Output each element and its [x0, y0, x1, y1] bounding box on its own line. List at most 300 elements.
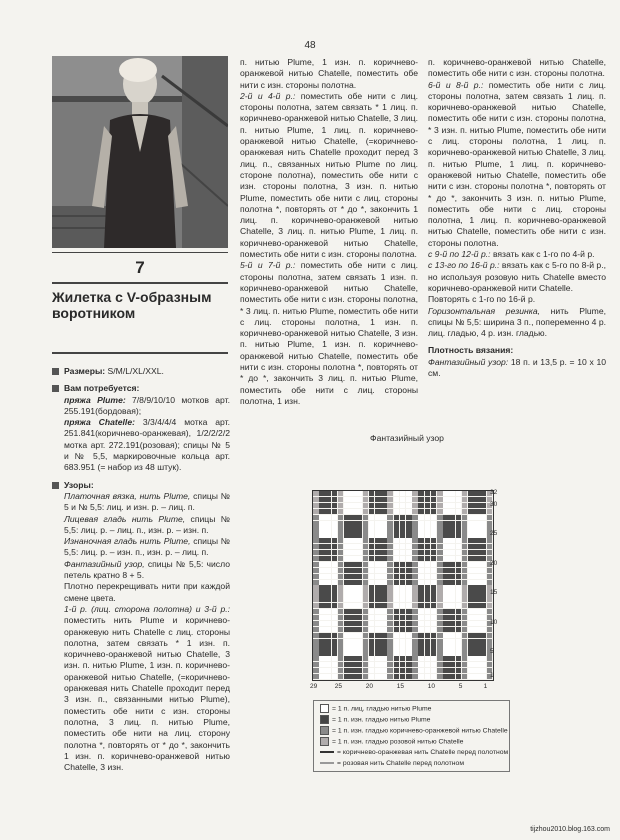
chart-cell — [319, 497, 325, 502]
chart-cell — [425, 603, 431, 608]
chart-cell — [443, 644, 449, 649]
chart-cell — [437, 580, 443, 585]
page-number: 48 — [304, 40, 316, 51]
pattern-reverse-stockinette: Изнаночная гладь нить Plume, спицы № 5,5: лиц. р. – изн. п., изн. р. – лиц. п. — [64, 536, 230, 558]
chart-cell — [381, 568, 387, 573]
chart-cell — [474, 674, 480, 679]
chart-cell — [449, 509, 455, 514]
chart-cell — [394, 591, 400, 596]
chart-cell — [480, 603, 486, 608]
chart-cell — [431, 574, 437, 579]
chart-cell — [468, 585, 474, 590]
chart-cell — [350, 650, 356, 655]
chart-cell — [381, 538, 387, 543]
chart-cell — [381, 580, 387, 585]
chart-cell — [474, 526, 480, 531]
chart-cell — [456, 562, 462, 567]
chart-cell — [449, 538, 455, 543]
chart-cell — [412, 650, 418, 655]
chart-cell — [369, 580, 375, 585]
chart-cell — [356, 627, 362, 632]
divider — [52, 282, 228, 284]
chart-cell — [332, 521, 338, 526]
chart-cell — [319, 644, 325, 649]
chart-cell — [332, 532, 338, 537]
chart-cell — [406, 556, 412, 561]
chart-cell — [468, 627, 474, 632]
chart-cell — [338, 491, 344, 496]
chart-cell — [332, 544, 338, 549]
chart-cell — [431, 674, 437, 679]
chart-cell — [400, 562, 406, 567]
chart-cell — [468, 639, 474, 644]
chart-cell — [412, 497, 418, 502]
chart-cell — [325, 621, 331, 626]
middle-column — [240, 57, 418, 407]
chart-cell — [412, 532, 418, 537]
chart-cell — [480, 644, 486, 649]
chart-cell — [356, 556, 362, 561]
chart-cell — [387, 491, 393, 496]
chart-cell — [319, 585, 325, 590]
chart-cell — [350, 615, 356, 620]
chart-cell — [431, 615, 437, 620]
chart-cell — [332, 515, 338, 520]
chart-cell — [449, 497, 455, 502]
chart-cell — [412, 538, 418, 543]
chart-cell — [356, 509, 362, 514]
chart-cell — [456, 639, 462, 644]
chart-cell — [480, 568, 486, 573]
chart-cell — [375, 609, 381, 614]
chart-cell — [449, 562, 455, 567]
chart-cell — [480, 674, 486, 679]
chart-cell — [418, 650, 424, 655]
chart-cell — [425, 521, 431, 526]
materials-chatelle: пряжа Chatelle: 3/3/4/4/4 мотка арт. 251.841(коричнево-оранжевая), 1/2/2/2/2 мотка арт. 272.191(розовая); спицы № 5 и № 5,5, маркировочные кольца арт. 683.951 (= набор из 48 штук). — [64, 417, 231, 473]
dark-swatch-icon — [320, 715, 329, 724]
chart-cell — [406, 515, 412, 520]
chart-cell — [356, 603, 362, 608]
chart-cell — [474, 550, 480, 555]
chart-cell — [456, 532, 462, 537]
chart-cell — [344, 639, 350, 644]
chart-cell — [363, 521, 369, 526]
chart-cell — [474, 603, 480, 608]
chart-cell — [443, 556, 449, 561]
chart-cell — [381, 526, 387, 531]
chart-cell — [332, 627, 338, 632]
column-label: 20 — [365, 683, 374, 690]
chart-cell — [462, 515, 468, 520]
chart-cell — [425, 627, 431, 632]
chart-cell — [462, 497, 468, 502]
pattern-number: 7 — [135, 258, 145, 277]
chart-cell — [468, 521, 474, 526]
chart-cell — [325, 668, 331, 673]
chart-cell — [474, 556, 480, 561]
chart-cell — [394, 609, 400, 614]
chart-cell — [332, 497, 338, 502]
column-label: 25 — [334, 683, 343, 690]
chart-cell — [356, 633, 362, 638]
chart-cell — [325, 580, 331, 585]
chart-cell — [356, 568, 362, 573]
chart-cell — [400, 509, 406, 514]
chart-cell — [449, 568, 455, 573]
chart-cell — [412, 580, 418, 585]
chart-cell — [456, 591, 462, 596]
chart-cell — [356, 562, 362, 567]
chart-cell — [443, 568, 449, 573]
chart-cell — [375, 574, 381, 579]
chart-cell — [400, 615, 406, 620]
chart-cell — [425, 668, 431, 673]
chart-cell — [338, 544, 344, 549]
chart-cell — [375, 621, 381, 626]
chart-cell — [443, 633, 449, 638]
chart-cell — [400, 532, 406, 537]
chart-cell — [474, 609, 480, 614]
chart-cell — [332, 597, 338, 602]
chart-cell — [338, 526, 344, 531]
sizes-section: Размеры: S/M/L/XL/XXL. — [52, 366, 230, 377]
chart-cell — [394, 650, 400, 655]
chart-cell — [394, 627, 400, 632]
chart-cell — [319, 597, 325, 602]
chart-cell — [313, 585, 319, 590]
chart-cell — [381, 621, 387, 626]
chart-cell — [425, 644, 431, 649]
chart-cell — [487, 580, 493, 585]
chart-cell — [381, 497, 387, 502]
chart-cell — [332, 639, 338, 644]
chart-cell — [400, 491, 406, 496]
chart-cell — [431, 609, 437, 614]
chart-cell — [437, 503, 443, 508]
chart-cell — [468, 568, 474, 573]
chart-cell — [406, 544, 412, 549]
chart-cell — [456, 656, 462, 661]
chart-cell — [418, 644, 424, 649]
chart-cell — [456, 662, 462, 667]
chart-cell — [319, 550, 325, 555]
chart-cell — [400, 515, 406, 520]
chart-cell — [356, 580, 362, 585]
chart-cell — [338, 580, 344, 585]
chart-cell — [474, 503, 480, 508]
chart-cell — [480, 615, 486, 620]
chart-cell — [425, 633, 431, 638]
chart-cell — [431, 503, 437, 508]
chart-cell — [369, 662, 375, 667]
chart-cell — [325, 662, 331, 667]
chart-cell — [412, 662, 418, 667]
chart-cell — [412, 597, 418, 602]
chart-cell — [400, 644, 406, 649]
chart-cell — [480, 650, 486, 655]
chart-cell — [325, 639, 331, 644]
chart-cell — [375, 556, 381, 561]
chart-cell — [462, 532, 468, 537]
chart-cell — [375, 491, 381, 496]
chart-cell — [387, 521, 393, 526]
chart-cell — [338, 568, 344, 573]
pink-swatch-icon — [320, 737, 329, 746]
chart-cell — [412, 615, 418, 620]
chart-cell — [456, 615, 462, 620]
chart-cell — [480, 515, 486, 520]
chart-cell — [456, 544, 462, 549]
chart-cell — [369, 609, 375, 614]
chart-cell — [375, 639, 381, 644]
chart-cell — [456, 538, 462, 543]
chart-cell — [449, 591, 455, 596]
chart-cell — [400, 550, 406, 555]
column-label: 29 — [310, 683, 318, 690]
chart-cell — [375, 633, 381, 638]
chart-cell — [387, 609, 393, 614]
chart-cell — [369, 633, 375, 638]
chart-cell — [449, 668, 455, 673]
chart-cell — [350, 574, 356, 579]
chart-cell — [449, 585, 455, 590]
chart-cell — [369, 674, 375, 679]
chart-cell — [449, 674, 455, 679]
chart-cell — [363, 532, 369, 537]
chart-cell — [456, 597, 462, 602]
chart-cell — [443, 538, 449, 543]
chart-cell — [449, 526, 455, 531]
chart-cell — [313, 515, 319, 520]
chart-cell — [418, 568, 424, 573]
chart-cell — [344, 656, 350, 661]
chart-cell — [468, 674, 474, 679]
chart-cell — [381, 627, 387, 632]
chart-cell — [449, 627, 455, 632]
chart-cell — [313, 668, 319, 673]
chart-cell — [313, 562, 319, 567]
chart-cell — [487, 574, 493, 579]
chart-cell — [449, 615, 455, 620]
chart-cell — [375, 509, 381, 514]
chart-cell — [325, 497, 331, 502]
chart-cell — [412, 633, 418, 638]
chart-cell — [344, 526, 350, 531]
chart-cell — [474, 562, 480, 567]
chart-cell — [418, 674, 424, 679]
chart-cell — [456, 580, 462, 585]
chart-cell — [375, 662, 381, 667]
legend-item: = 1 п. изн. гладью розовой нитью Chatelle — [320, 737, 463, 746]
chart-cell — [418, 615, 424, 620]
chart-cell — [369, 526, 375, 531]
chart-cell — [344, 662, 350, 667]
chart-cell — [462, 538, 468, 543]
chart-cell — [387, 639, 393, 644]
chart-cell — [449, 662, 455, 667]
chart-cell — [338, 585, 344, 590]
chart-cell — [363, 627, 369, 632]
chart-cell — [338, 627, 344, 632]
chart-cell — [325, 526, 331, 531]
chart-cell — [418, 609, 424, 614]
chart-cell — [431, 603, 437, 608]
chart-cell — [344, 585, 350, 590]
chart-cell — [437, 615, 443, 620]
chart-cell — [356, 591, 362, 596]
chart-cell — [319, 503, 325, 508]
chart-cell — [474, 650, 480, 655]
chart-cell — [387, 591, 393, 596]
chart-cell — [425, 580, 431, 585]
chart-cell — [400, 526, 406, 531]
repeat-instruction: Повторять с 1-го по 16-й р. — [428, 294, 536, 305]
chart-cell — [431, 662, 437, 667]
chart-cell — [487, 521, 493, 526]
chart-cell — [350, 603, 356, 608]
chart-cell — [387, 621, 393, 626]
chart-cell — [381, 639, 387, 644]
chart-cell — [449, 633, 455, 638]
chart-cell — [344, 644, 350, 649]
chart-cell — [437, 538, 443, 543]
chart-cell — [375, 650, 381, 655]
chart-cell — [468, 497, 474, 502]
chart-cell — [456, 668, 462, 673]
chart-cell — [363, 639, 369, 644]
chart-cell — [363, 591, 369, 596]
chart-cell — [480, 538, 486, 543]
legend-item: = 1 п. изн. гладью нитью Plume — [320, 715, 430, 724]
chart-cell — [443, 621, 449, 626]
chart-cell — [394, 532, 400, 537]
chart-cell — [381, 509, 387, 514]
chart-cell — [400, 662, 406, 667]
chart-cell — [431, 515, 437, 520]
chart-cell — [313, 503, 319, 508]
chart-cell — [325, 515, 331, 520]
chart-cell — [369, 621, 375, 626]
chart-cell — [418, 627, 424, 632]
chart-cell — [369, 585, 375, 590]
chart-cell — [425, 585, 431, 590]
chart-cell — [356, 585, 362, 590]
chart-cell — [480, 556, 486, 561]
chart-cell — [319, 556, 325, 561]
chart-cell — [462, 509, 468, 514]
chart-cell — [325, 627, 331, 632]
chart-cell — [437, 568, 443, 573]
chart-cell — [480, 526, 486, 531]
chart-cell — [462, 656, 468, 661]
chart-cell — [394, 580, 400, 585]
chart-cell — [456, 644, 462, 649]
chart-cell — [344, 574, 350, 579]
chart-cell — [400, 674, 406, 679]
chart-cell — [443, 609, 449, 614]
chart-cell — [487, 538, 493, 543]
chart-cell — [375, 615, 381, 620]
chart-cell — [449, 544, 455, 549]
chart-cell — [381, 503, 387, 508]
chart-cell — [462, 562, 468, 567]
chart-cell — [449, 574, 455, 579]
dark-line-icon — [320, 751, 334, 753]
chart-cell — [474, 532, 480, 537]
chart-cell — [462, 662, 468, 667]
chart-cell — [313, 544, 319, 549]
chart-cell — [400, 656, 406, 661]
chart-cell — [350, 544, 356, 549]
chart-cell — [412, 544, 418, 549]
chart-cell — [338, 503, 344, 508]
chart-cell — [412, 550, 418, 555]
chart-cell — [363, 615, 369, 620]
chart-cell — [462, 603, 468, 608]
chart-cell — [332, 591, 338, 596]
chart-cell — [381, 515, 387, 520]
chart-cell — [443, 650, 449, 655]
chart-cell — [474, 491, 480, 496]
chart-cell — [350, 515, 356, 520]
chart-cell — [350, 627, 356, 632]
chart-cell — [369, 532, 375, 537]
chart-cell — [443, 668, 449, 673]
chart-cell — [406, 650, 412, 655]
chart-cell — [344, 515, 350, 520]
row-label: 5 — [490, 648, 494, 656]
chart-cell — [350, 556, 356, 561]
chart-cell — [418, 556, 424, 561]
chart-cell — [363, 597, 369, 602]
pattern-stockinette: Лицевая гладь нить Plume, спицы № 5,5: лиц. р. – лиц. п., изн. р. – изн. п. — [64, 513, 230, 535]
chart-cell — [443, 580, 449, 585]
chart-cell — [449, 621, 455, 626]
chart-cell — [313, 521, 319, 526]
chart-cell — [418, 603, 424, 608]
chart-cell — [406, 668, 412, 673]
chart-cell — [431, 562, 437, 567]
chart-cell — [443, 550, 449, 555]
chart-cell — [412, 621, 418, 626]
chart-cell — [363, 491, 369, 496]
chart-cell — [325, 674, 331, 679]
chart-cell — [406, 503, 412, 508]
chart-cell — [425, 503, 431, 508]
chart-cell — [406, 597, 412, 602]
chart-cell — [332, 615, 338, 620]
chart-cell — [468, 556, 474, 561]
chart-cell — [325, 644, 331, 649]
chart-cell — [418, 497, 424, 502]
chart-cell — [480, 491, 486, 496]
chart-cell — [338, 650, 344, 655]
chart-cell — [406, 521, 412, 526]
chart-cell — [363, 580, 369, 585]
chart-cell — [400, 597, 406, 602]
chart-cell — [456, 503, 462, 508]
chart-cell — [356, 515, 362, 520]
chart-cell — [394, 562, 400, 567]
chart-cell — [387, 668, 393, 673]
chart-cell — [381, 668, 387, 673]
chart-cell — [394, 633, 400, 638]
chart-cell — [431, 556, 437, 561]
chart-cell — [487, 603, 493, 608]
chart-cell — [437, 644, 443, 649]
chart-cell — [344, 580, 350, 585]
